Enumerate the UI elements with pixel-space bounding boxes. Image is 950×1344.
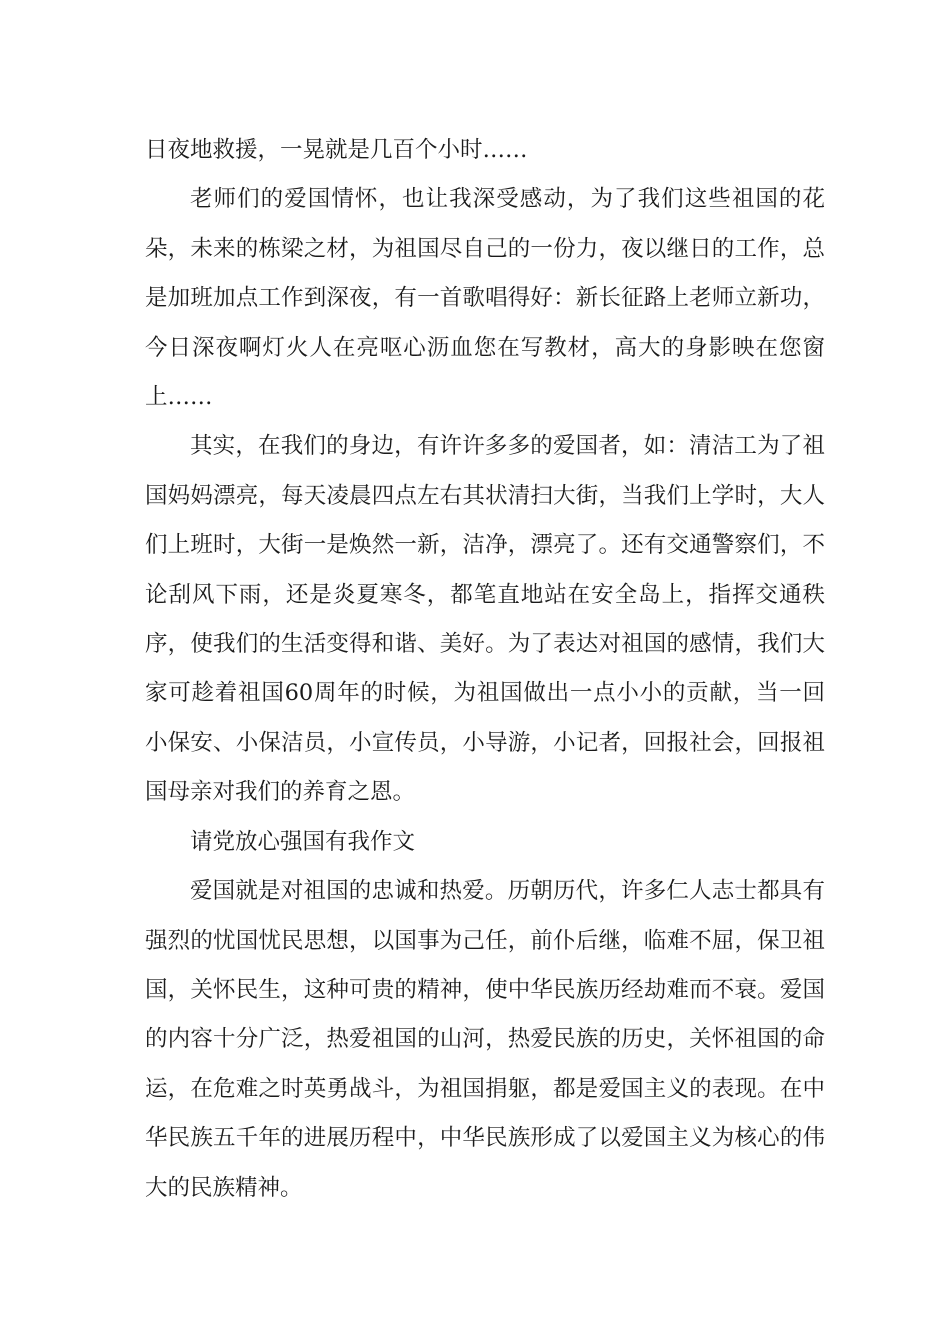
document-body: [145, 126, 825, 1213]
paragraph-teachers: 老师们的爱国情怀，也让我深受感动，为了我们这些祖国的花朵，未来的栋梁之材，为祖国尽自己的一份力，夜以继日的工作，总是加班加点工作到深夜，有一首歌唱得好：新长征路上老师立新功，今日深夜啊灯火人在亮呕心沥血您在写教材，高大的身影映在您窗上……: [145, 186, 825, 411]
paragraph-continued: 日夜地救援，一晃就是几百个小时……: [145, 137, 528, 163]
paragraph-patriots-around-us: 其实，在我们的身边，有许许多多的爱国者，如：清洁工为了祖国妈妈漂亮，每天凌晨四点左右其状清扫大街，当我们上学时，大人们上班时，大街一是焕然一新，洁净，漂亮了。还有交通警察们，不论刮风下雨，还是炎夏寒冬，都笔直地站在安全岛上，指挥交通秩序，使我们的生活变得和谐、美好。为了表达对祖国的感情，我们大家可趁着祖国60周年的时候，为祖国做出一点小小的贡献，当一回小保安、小保洁员，小宣传员，小导游，小记者，回报社会，回报祖国母亲对我们的养育之恩。: [145, 433, 825, 806]
section-title: 请党放心强国有我作文: [190, 828, 416, 855]
paragraph-patriotism-definition: 爱国就是对祖国的忠诚和热爱。历朝历代，许多仁人志士都具有强烈的忧国忧民思想，以国事为己任，前仆后继，临难不屈，保卫祖国，关怀民生，这种可贵的精神，使中华民族历经劫难而不衰。爱国的内容十分广泛，热爱祖国的山河，热爱民族的历史，关怀祖国的命运，在危难之时英勇战斗，为祖国捐躯，都是爱国主义的表现。在中华民族五千年的进展历程中，中华民族形成了以爱国主义为核心的伟大的民族精神。: [145, 878, 825, 1201]
